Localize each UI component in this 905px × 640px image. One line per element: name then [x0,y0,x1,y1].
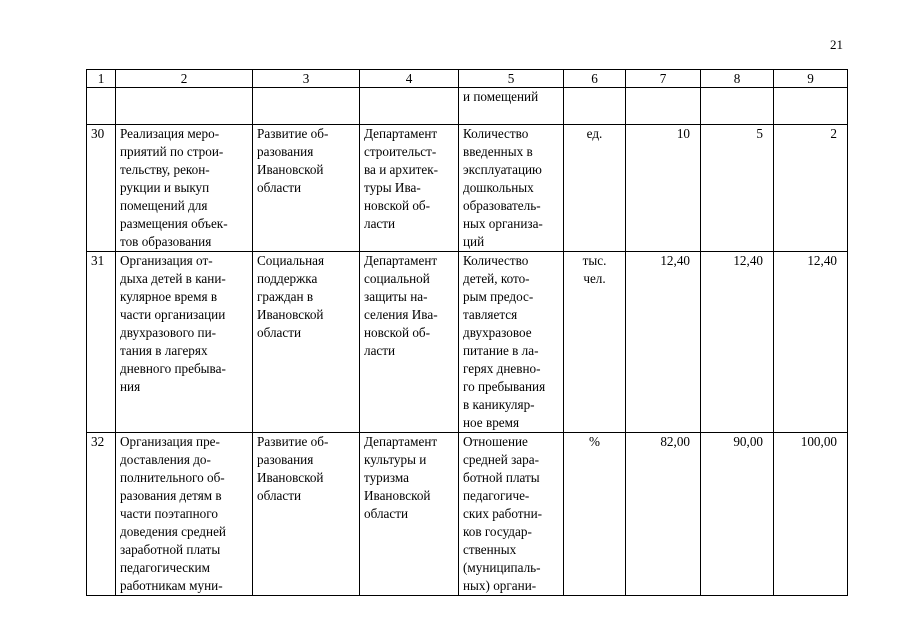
cell-empty [87,88,116,125]
column-header-6: 6 [564,70,626,88]
column-header-5: 5 [459,70,564,88]
program-cell: Социальная поддержка граждан в Ивановской области [253,252,360,433]
row-number: 31 [87,252,116,433]
value-col8-cell: 5 [701,125,774,252]
row-number: 32 [87,433,116,596]
unit-cell: тыс. чел. [564,252,626,433]
activity-cell: Организация от- дыха детей в кани- кулярное время в части организации двухразового пи- тания в лагерях дневного пребыва- ния [116,252,253,433]
column-header-1: 1 [87,70,116,88]
value-col9-cell: 2 [774,125,848,252]
executor-cell: Департамент социальной защиты на- селения Ива- новской об- ласти [360,252,459,433]
column-header-9: 9 [774,70,848,88]
column-header-3: 3 [253,70,360,88]
executor-cell: Департамент строительст- ва и архитек- туры Ива- новской об- ласти [360,125,459,252]
page-number: 21 [830,37,843,52]
executor-cell: Департамент культуры и туризма Ивановской области [360,433,459,596]
value-col7-cell: 12,40 [626,252,701,433]
unit-cell: ед. [564,125,626,252]
column-header-2: 2 [116,70,253,88]
program-cell: Развитие об- разования Ивановской области [253,433,360,596]
program-cell: Развитие об- разования Ивановской области [253,125,360,252]
column-header-8: 8 [701,70,774,88]
indicator-cell: Отношение средней зара- ботной платы педагогиче- ских работни- ков государ- ственных (муниципаль- ных) органи- [459,433,564,596]
table-row [87,252,848,433]
indicator-cell: Количество детей, кото- рым предос- тавляется двухразовое питание в ла- герях дневно- го пребывания в каникуляр- ное время [459,252,564,433]
cell-empty [253,88,360,125]
indicators-table [86,69,848,596]
table-row [87,433,848,596]
table-row [87,125,848,252]
unit-cell: % [564,433,626,596]
value-col7-cell: 82,00 [626,433,701,596]
continuation-row [87,88,848,125]
cell-empty [116,88,253,125]
cell-empty [701,88,774,125]
cell-empty [626,88,701,125]
cell-empty [360,88,459,125]
value-col9-cell: 12,40 [774,252,848,433]
cell-empty [564,88,626,125]
header-row [87,70,848,88]
continuation-cell: и помещений [459,88,564,125]
activity-cell: Организация пре- доставления до- полнительного об- разования детям в части поэтапного доведения средней заработной платы педагогическим работникам муни- [116,433,253,596]
column-header-4: 4 [360,70,459,88]
cell-empty [774,88,848,125]
column-header-7: 7 [626,70,701,88]
value-col8-cell: 12,40 [701,252,774,433]
value-col7-cell: 10 [626,125,701,252]
activity-cell: Реализация меро- приятий по строи- тельству, рекон- рукции и выкуп помещений для размещения объек- тов образования [116,125,253,252]
value-col8-cell: 90,00 [701,433,774,596]
value-col9-cell: 100,00 [774,433,848,596]
indicator-cell: Количество введенных в эксплуатацию дошкольных образователь- ных организа- ций [459,125,564,252]
row-number: 30 [87,125,116,252]
